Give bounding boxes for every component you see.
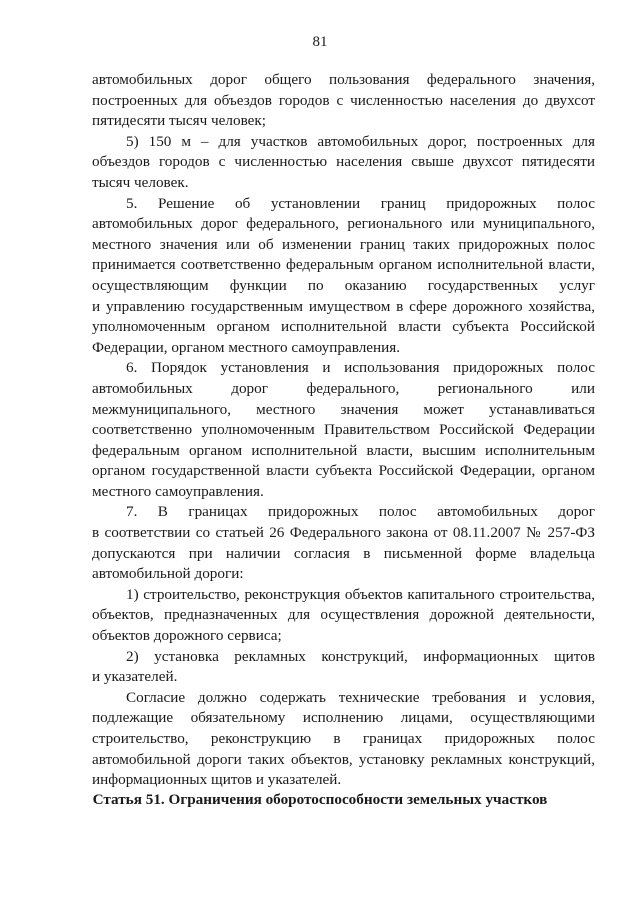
text-line: объездов городов с численностью населения свыше двухсот пятидесяти xyxy=(92,153,595,171)
text-line: тысяч человек. xyxy=(92,173,189,191)
text-line: объектов дорожного сервиса; xyxy=(92,627,282,645)
text-line: 5) 150 м – для участков автомобильных дорог, построенных для xyxy=(126,132,595,150)
text-line: и управлению государственным имуществом в сфере дорожного хозяйства, xyxy=(92,297,595,315)
text-line: строительство, реконструкцию в границах придорожных полос xyxy=(92,730,595,747)
page-number: 81 xyxy=(312,34,328,50)
text-line: построенных для объездов городов с численностью населения до двухсот xyxy=(92,91,595,109)
text-line: объектов, предназначенных для осуществления дорожной деятельности, xyxy=(92,606,595,624)
text-line: автомобильных дорог общего пользования федерального значения, xyxy=(92,71,595,88)
text-line: автомобильной дороги: xyxy=(92,565,244,583)
text-line: федеральным органом исполнительной власти, высшим исполнительным xyxy=(92,441,595,459)
text-line: уполномоченным органом исполнительной власти субъекта Российской xyxy=(92,318,595,336)
text-line: 2) установка рекламных конструкций, информационных щитов xyxy=(126,647,595,665)
text-line: осуществляющим функции по оказанию государственных услуг xyxy=(92,276,595,294)
text-line: 1) строительство, реконструкция объектов капитального строительства, xyxy=(126,585,595,603)
text-line: Федерации, органом местного самоуправления. xyxy=(92,338,401,356)
text-line: допускаются при наличии согласия в письменной форме владельца xyxy=(92,544,595,562)
text-line: автомобильных дорог федерального, регионального или xyxy=(92,379,595,397)
text-line: органом государственной власти субъекта Российской Федерации, органом xyxy=(92,462,595,480)
text-line: 6. Порядок установления и использования придорожных полос xyxy=(126,359,595,377)
text-line: 5. Решение об установлении границ придорожных полос xyxy=(126,194,595,212)
article-heading: Статья 51. Ограничения оборотоспособности земельных участков xyxy=(92,791,548,808)
body-text xyxy=(92,70,595,791)
text-line: Согласие должно содержать технические требования и условия, xyxy=(126,688,595,706)
text-line: пятидесяти тысяч человек; xyxy=(92,112,266,130)
text-line: автомобильных дорог федерального, регионального или муниципального, xyxy=(92,215,595,233)
text-line: соответственно уполномоченным Правительством Российской Федерации xyxy=(92,421,595,439)
text-line: и указателей. xyxy=(92,668,178,686)
text-line: принимается соответственно федеральным органом исполнительной власти, xyxy=(92,256,595,274)
text-line: межмуниципального, местного значения может устанавливаться xyxy=(92,400,595,418)
text-line: в соответствии со статьей 26 Федерального закона от 08.11.2007 № 257-ФЗ xyxy=(92,524,595,542)
text-line: местного самоуправления. xyxy=(92,482,264,500)
text-line: 7. В границах придорожных полос автомобильных дорог xyxy=(126,503,595,521)
text-line: информационных щитов и указателей. xyxy=(92,771,342,789)
text-line: местного значения или об изменении границ таких придорожных полос xyxy=(92,235,595,253)
text-line: автомобильной дороги таких объектов, установку рекламных конструкций, xyxy=(92,750,595,768)
text-line: подлежащие обязательному исполнению лицами, осуществляющими xyxy=(92,709,595,727)
